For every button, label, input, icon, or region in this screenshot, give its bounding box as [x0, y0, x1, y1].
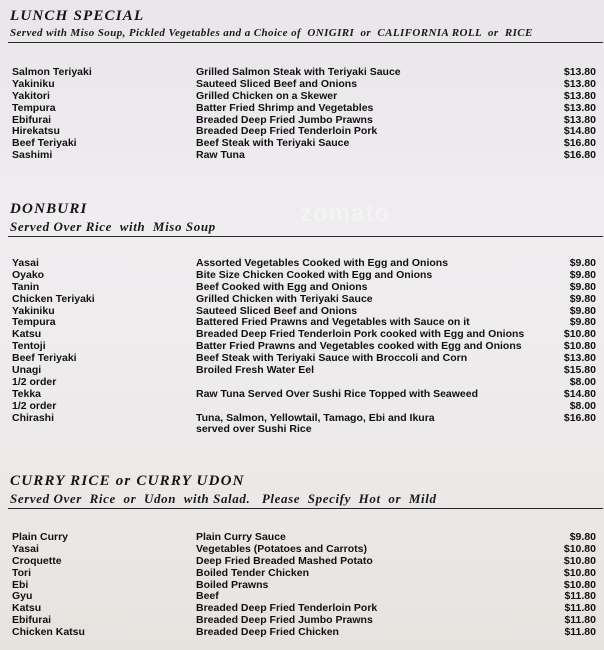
item-description: Boiled Tender Chicken [196, 566, 309, 579]
item-name: Gyu [12, 590, 33, 603]
item-name: Yakitori [12, 89, 50, 102]
item-description: Breaded Deep Fried Tenderloin Pork [196, 602, 378, 615]
item-name: Tanin [12, 280, 40, 293]
item-description: Battered Fried Prawns and Vegetables with Sauce on it [196, 316, 470, 329]
item-price: $9.80 [569, 257, 596, 269]
item-name: Yakiniku [12, 304, 55, 317]
item-description: Tuna, Salmon, Yellowtail, Tamago, Ebi and Ikura [196, 411, 435, 424]
item-price: $9.80 [569, 268, 596, 281]
item-name: Tempura [12, 316, 56, 329]
item-name: Yasai [12, 257, 39, 269]
item-description: Beef Steak with Teriyaki Sauce [196, 137, 350, 150]
menu-item-row [0, 544, 604, 556]
item-description: Boiled Prawns [196, 578, 269, 591]
menu-item-row [0, 389, 604, 401]
menu-item-row [0, 150, 604, 162]
item-description: Batter Fried Prawns and Vegetables cooked with Egg and Onions [196, 340, 522, 353]
watermark-text: zomato [300, 200, 390, 227]
menu-item-row [0, 91, 604, 103]
item-name: Tentoji [12, 340, 46, 353]
menu-item-row [0, 365, 604, 377]
item-description: Plain Curry Sauce [196, 531, 286, 543]
menu-item-row [0, 103, 604, 115]
item-price: $14.80 [563, 387, 596, 400]
item-price: $10.80 [563, 542, 596, 555]
item-price: $16.80 [563, 411, 596, 424]
curry-title: CURRY RICE or CURRY UDON [10, 473, 245, 489]
item-name: Beef Teriyaki [12, 352, 77, 365]
item-name: Katsu [12, 328, 42, 341]
item-description: Grilled Chicken on a Skewer [196, 89, 338, 102]
item-description: Assorted Vegetables Cooked with Egg and Onions [196, 257, 449, 269]
item-name: 1/2 order [12, 399, 57, 412]
item-name: Sashimi [12, 149, 53, 162]
donburi-title: DONBURI [10, 201, 88, 217]
item-description: Bite Size Chicken Cooked with Egg and Onions [196, 268, 433, 281]
curry-subtitle: Served Over Rice or Udon with Salad. Please Specify Hot or Mild [10, 491, 437, 506]
item-price: $9.80 [569, 304, 596, 317]
item-price: $13.80 [563, 66, 596, 78]
item-description: Breaded Deep Fried Tenderloin Pork [196, 125, 378, 138]
item-name: Yakiniku [12, 77, 55, 90]
item-price: $9.80 [569, 316, 596, 329]
item-price: $15.80 [563, 364, 596, 377]
menu-item-row [0, 282, 604, 294]
menu-item-row [0, 568, 604, 580]
menu-item-row [0, 401, 604, 413]
menu-item-row [0, 138, 604, 150]
item-price: $8.00 [569, 399, 596, 412]
item-description: Beef Cooked with Egg and Onions [196, 280, 368, 293]
item-name: Beef Teriyaki [12, 137, 77, 150]
item-name: Chicken Katsu [12, 626, 85, 639]
menu-item-row [0, 79, 604, 91]
menu-item-row [0, 424, 604, 436]
menu-item-row [0, 580, 604, 592]
item-description: Grilled Salmon Steak with Teriyaki Sauce [196, 66, 401, 78]
item-price: $9.80 [569, 531, 596, 543]
menu-item-row [0, 270, 604, 282]
curry-divider [8, 508, 603, 509]
item-description: Breaded Deep Fried Jumbo Prawns [196, 113, 373, 126]
item-description: Breaded Deep Fried Jumbo Prawns [196, 614, 373, 627]
item-name: Ebifurai [12, 614, 52, 627]
item-price: $13.80 [563, 352, 596, 365]
menu-item-row [0, 377, 604, 389]
lunch-special-subtitle: Served with Miso Soup, Pickled Vegetables and a Choice of ONIGIRI or CALIFORNIA ROLL or RICE [10, 27, 533, 39]
item-name: Ebi [12, 578, 29, 591]
item-name: Katsu [12, 602, 42, 615]
item-name: 1/2 order [12, 375, 57, 388]
item-price: $10.80 [563, 340, 596, 353]
menu-item-row [0, 294, 604, 306]
item-price: $11.80 [564, 614, 596, 627]
item-name: Plain Curry [12, 531, 69, 543]
item-description: Breaded Deep Fried Tenderloin Pork cooked with Egg and Onions [196, 328, 525, 341]
menu-item-row [0, 627, 604, 639]
lunch-special-divider [8, 42, 603, 43]
item-name: Chirashi [12, 411, 55, 424]
item-price: $10.80 [563, 328, 596, 341]
item-price: $11.80 [564, 602, 596, 615]
item-price: $11.80 [564, 626, 596, 639]
item-price: $10.80 [563, 566, 596, 579]
item-price: $14.80 [563, 125, 596, 138]
item-price: $13.80 [563, 77, 596, 90]
lunch-special-title: LUNCH SPECIAL [10, 8, 145, 24]
item-price: $9.80 [569, 280, 596, 293]
menu-item-row [0, 556, 604, 568]
item-description: Sauteed Sliced Beef and Onions [196, 77, 358, 90]
item-description: Beef [196, 590, 219, 603]
item-price: $13.80 [563, 113, 596, 126]
item-name: Chicken Teriyaki [12, 292, 95, 305]
item-name: Hirekatsu [12, 125, 60, 138]
item-name: Unagi [12, 364, 42, 377]
item-price: $9.80 [569, 292, 596, 305]
lunch-special-list [0, 67, 604, 162]
item-price: $16.80 [563, 137, 596, 150]
item-description: Deep Fried Breaded Mashed Potato [196, 554, 373, 567]
item-price: $13.80 [563, 89, 596, 102]
item-description: Beef Steak with Teriyaki Sauce with Broccoli and Corn [196, 352, 468, 365]
curry-list [0, 532, 604, 639]
item-price: $8.00 [569, 375, 596, 388]
donburi-divider [8, 236, 603, 237]
item-price: $10.80 [563, 554, 596, 567]
item-price: $16.80 [563, 149, 596, 162]
item-name: Oyako [12, 268, 45, 281]
item-description: served over Sushi Rice [196, 423, 312, 436]
item-name: Tekka [12, 387, 41, 400]
donburi-list [0, 258, 604, 436]
item-name: Tempura [12, 101, 56, 114]
donburi-subtitle: Served Over Rice with Miso Soup [10, 219, 216, 234]
item-name: Yasai [12, 542, 39, 555]
item-name: Croquette [12, 554, 62, 567]
item-price: $11.80 [564, 590, 596, 603]
item-description: Vegetables (Potatoes and Carrots) [196, 542, 367, 555]
item-description: Broiled Fresh Water Eel [196, 364, 315, 377]
item-description: Breaded Deep Fried Chicken [196, 626, 339, 639]
item-name: Ebifurai [12, 113, 52, 126]
item-description: Grilled Chicken with Teriyaki Sauce [196, 292, 373, 305]
item-price: $13.80 [563, 101, 596, 114]
item-price: $10.80 [563, 578, 596, 591]
item-name: Tori [12, 566, 32, 579]
item-description: Raw Tuna [196, 149, 245, 162]
item-name: Salmon Teriyaki [12, 66, 92, 78]
item-description: Sauteed Sliced Beef and Onions [196, 304, 358, 317]
item-description: Raw Tuna Served Over Sushi Rice Topped with Seaweed [196, 387, 479, 400]
item-description: Batter Fried Shrimp and Vegetables [196, 101, 374, 114]
